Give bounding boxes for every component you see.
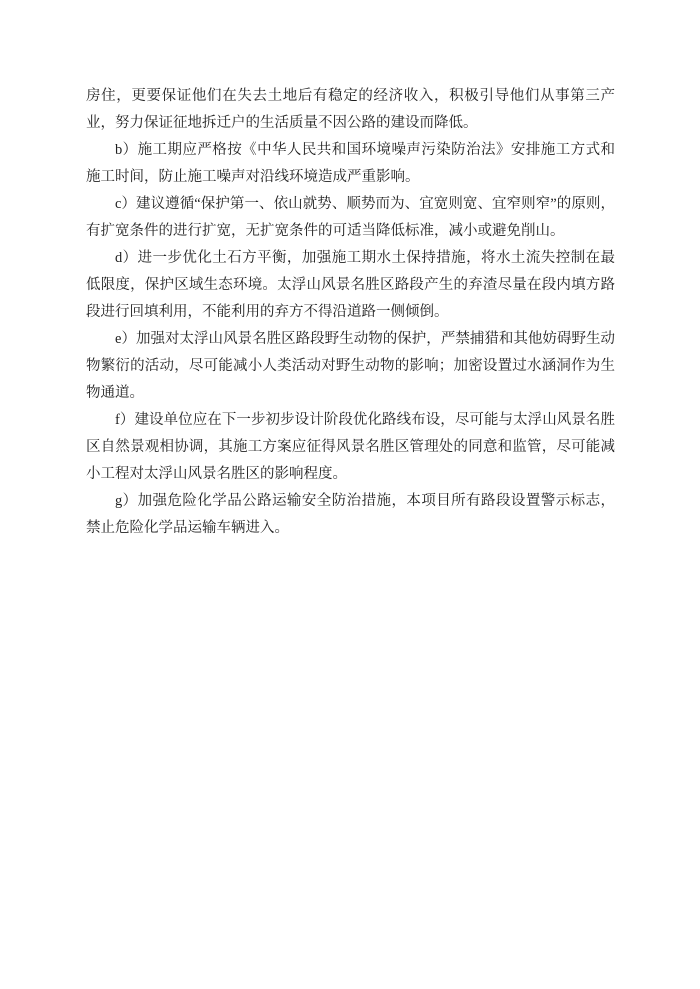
paragraph-item-e: e）加强对太浮山风景名胜区路段野生动物的保护，严禁捕猎和其他妨碍野生动物繁衍的活动，尽可能减小人类活动对野生动物的影响；加密设置过水涵洞作为生物通道。 bbox=[86, 331, 615, 401]
paragraph-item-d: d）进一步优化土石方平衡，加强施工期水土保持措施，将水土流失控制在最低限度，保护区域生态环境。太浮山风景名胜区路段产生的弃渣尽量在段内填方路段进行回填利用，不能利用的弃方不得沿道路一侧倾倒。 bbox=[86, 250, 615, 320]
paragraph-item-g: g）加强危险化学品公路运输安全防治措施，本项目所有路段设置警示标志，禁止危险化学品运输车辆进入。 bbox=[86, 493, 615, 536]
paragraph-continuation: 房住，更要保证他们在失去土地后有稳定的经济收入，积极引导他们从事第三产业，努力保证征地拆迁户的生活质量不因公路的建设而降低。 bbox=[86, 88, 615, 131]
document-text-block bbox=[86, 83, 615, 542]
paragraph-item-b: b）施工期应严格按《中华人民共和国环境噪声污染防治法》安排施工方式和施工时间，防止施工噪声对沿线环境造成严重影响。 bbox=[86, 142, 615, 185]
paragraph-item-f: f）建设单位应在下一步初步设计阶段优化路线布设，尽可能与太浮山风景名胜区自然景观相协调，其施工方案应征得风景名胜区管理处的同意和监管，尽可能减小工程对太浮山风景名胜区的影响程度。 bbox=[86, 412, 615, 482]
paragraph-item-c: c）建议遵循“保护第一、依山就势、顺势而为、宜宽则宽、宜窄则窄”的原则，有扩宽条件的进行扩宽，无扩宽条件的可适当降低标准，减小或避免削山。 bbox=[86, 196, 615, 239]
